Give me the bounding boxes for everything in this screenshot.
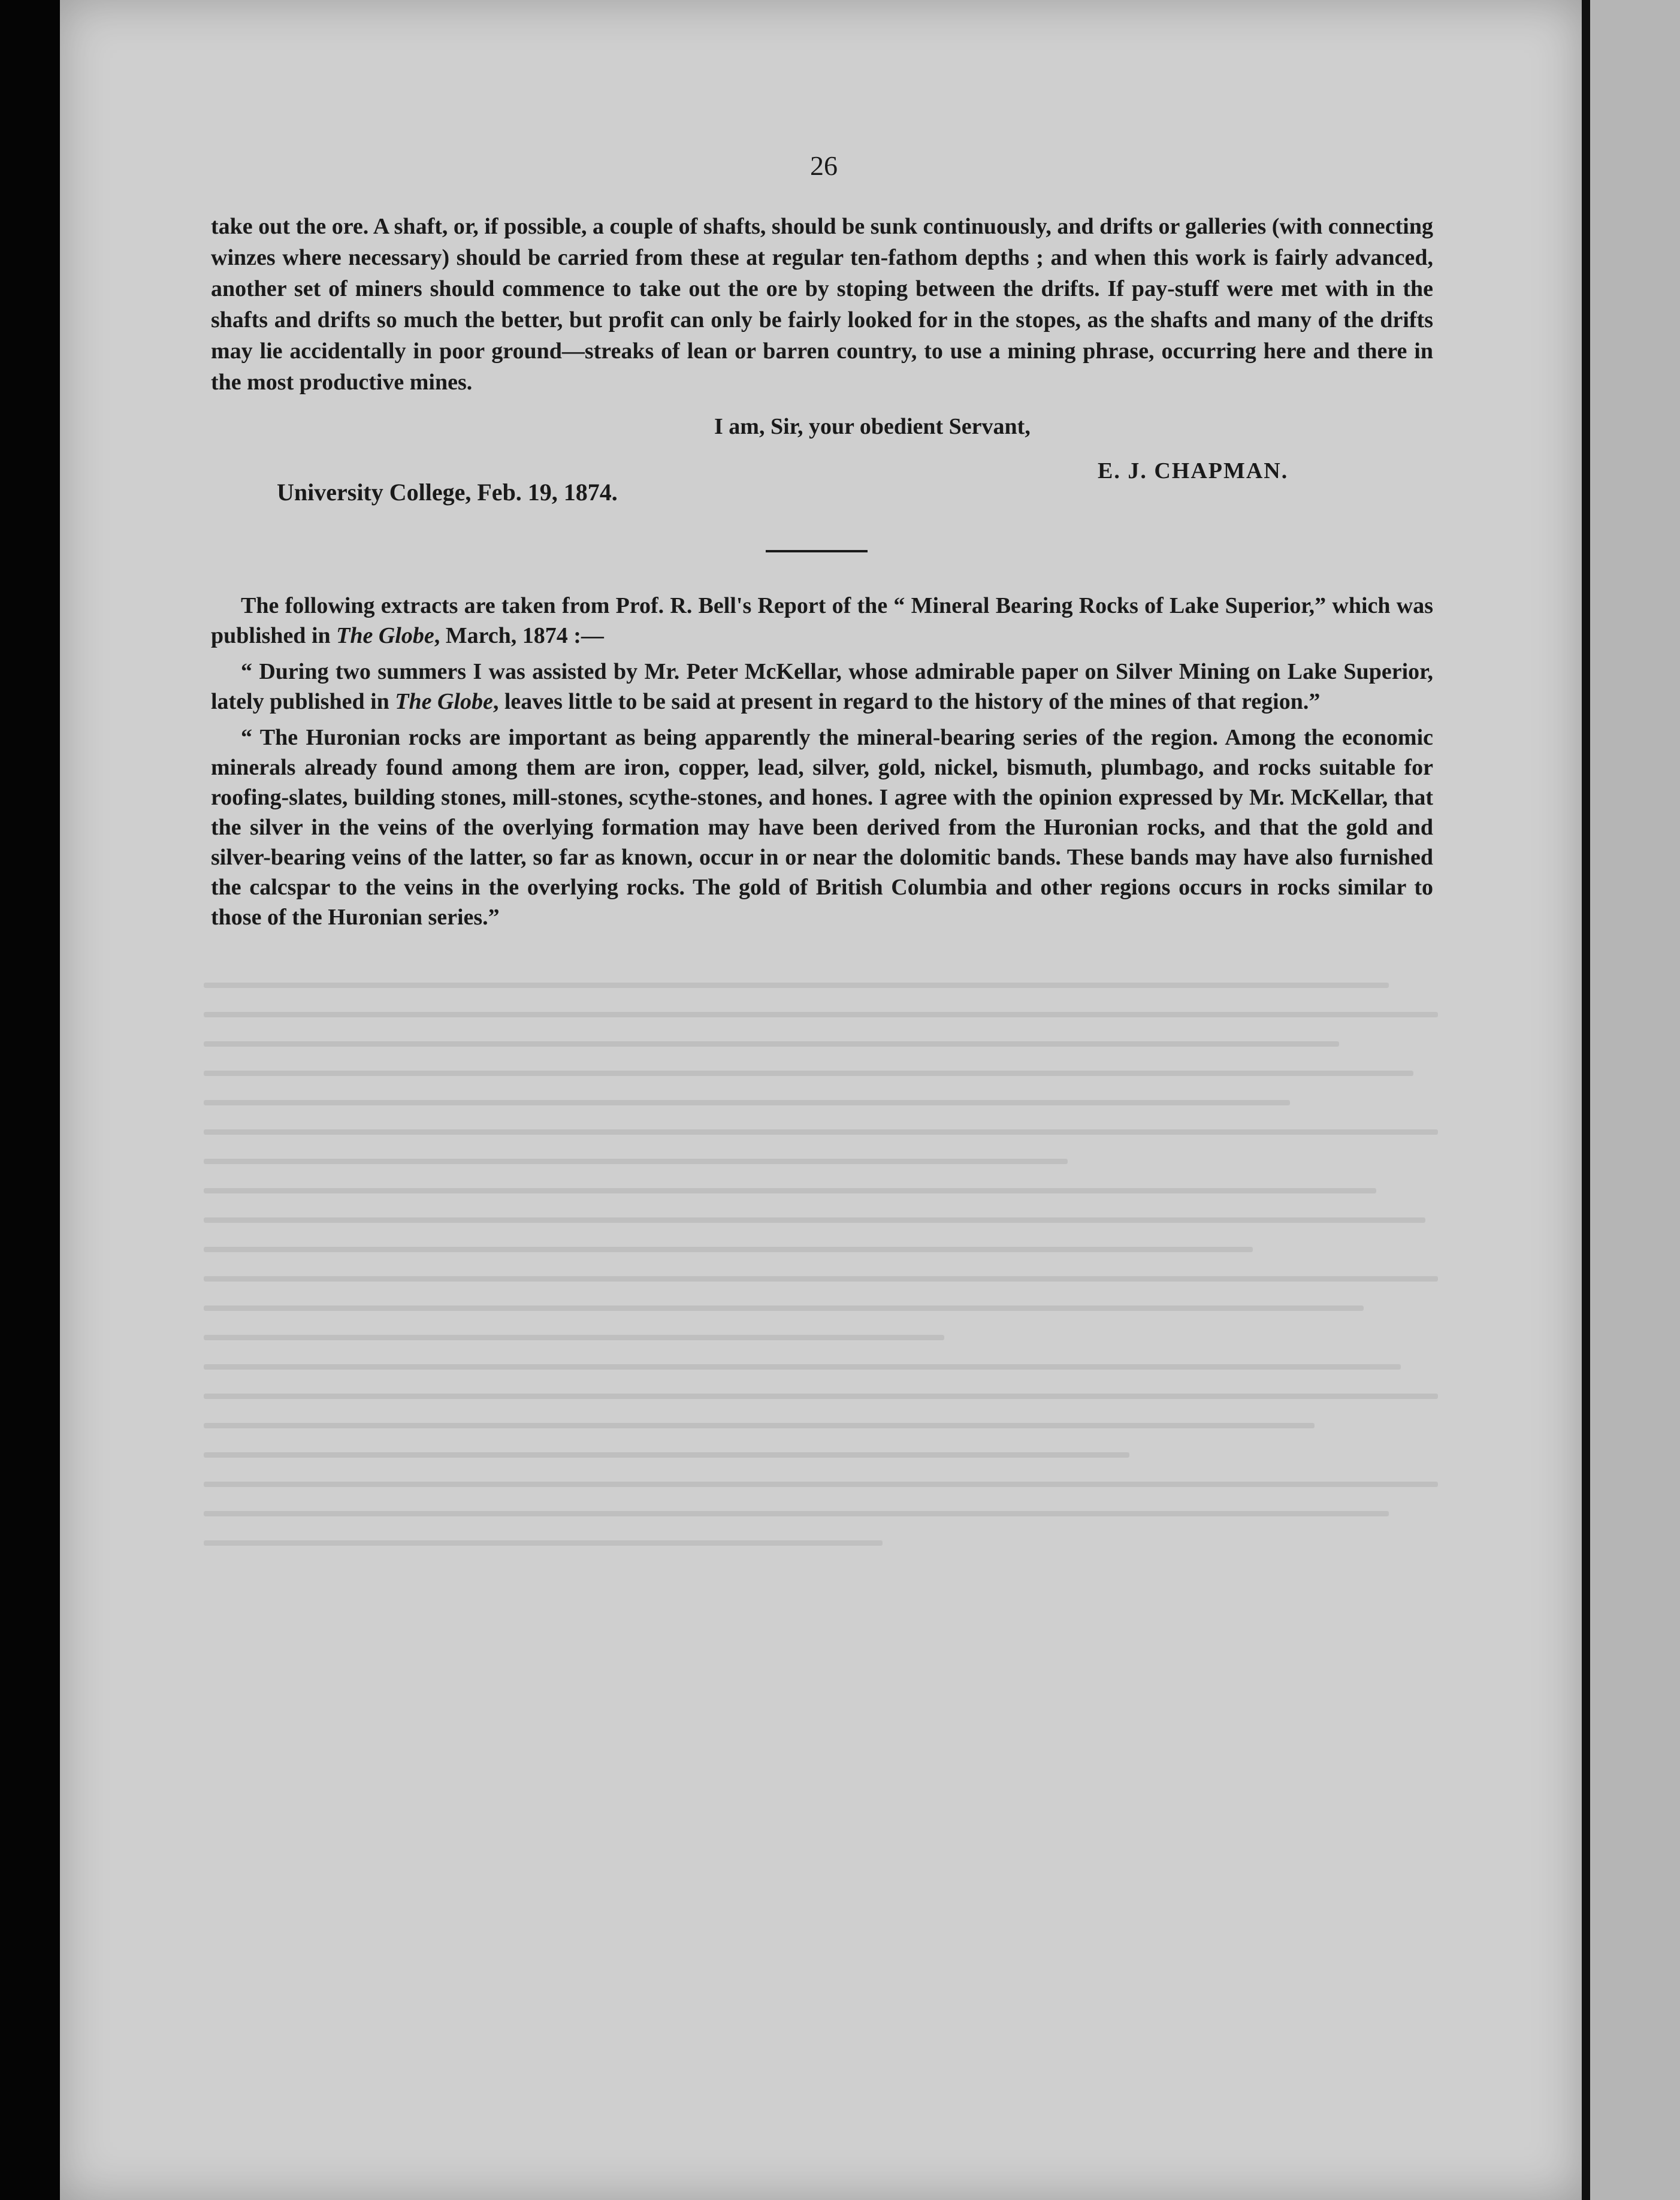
quote-1-text-end: , leaves little to be said at present in regard to the history of the mines of that region.” — [492, 689, 1321, 714]
section-divider — [766, 550, 868, 552]
letter-signoff: I am, Sir, your obedient Servant, — [714, 414, 1031, 439]
newspaper-title: The Globe — [395, 689, 493, 714]
extract-section — [211, 591, 1433, 938]
quote-paragraph-2: “ The Huronian rocks are important as being apparently the mineral-bearing series of the region. Among the economic minerals already found among them are iron, copper, lead, silver, gold, nickel, bismuth, plumbago, and rocks suitable for roofing-slates, building stones, mill-stones, scythe-stones, and hones. I agree with the opinion expressed by Mr. McKellar, that the silver in the veins of the overlying formation may have been derived from the Huronian rocks, and that the gold and silver-bearing veins of the latter, so far as known, occur in or near the dolomitic bands. These bands may have also furnished the calcspar to the veins in the overlying rocks. The gold of British Columbia and other regions occurs in rocks similar to those of the Huronian series.” — [211, 725, 1433, 930]
adjacent-page-edge — [1582, 0, 1680, 2200]
extract-intro — [211, 591, 1433, 651]
letter-signature: E. J. CHAPMAN. — [1098, 458, 1289, 483]
letter-dateline: University College, Feb. 19, 1874. — [277, 479, 618, 506]
paragraph-text: take out the ore. A shaft, or, if possible, a couple of shafts, should be sunk continuously, and drifts or galleries (with connecting winzes where necessary) should be carried from these at regular ten-fathom depths ; and when this work is fairly advanced, another set of miners should commence to take out the ore by stoping between the drifts. If pay-stuff were met with in the shafts and drifts so much the better, but profit can only be fairly looked for in the stopes, as the shafts and many of the drifts may lie accidentally in poor ground—streaks of lean or barren country, to use a mining phrase, occurring here and there in the most productive mines. — [211, 214, 1433, 395]
newspaper-title: The Globe — [336, 623, 434, 648]
quote-paragraph-1 — [211, 657, 1433, 717]
body-paragraph — [211, 211, 1433, 398]
page-number: 26 — [810, 150, 838, 181]
extract-intro-text: The following extracts are taken from Prof. R. Bell's Report of the “ Mineral Bearing Rocks of Lake Superior,” which was published in — [211, 593, 1433, 648]
bleed-through-text — [204, 983, 1438, 1941]
quote-1-text: “ During two summers I was assisted by Mr. Peter McKellar, whose admirable paper on Silver Mining on Lake Superior, lately published in — [211, 659, 1433, 714]
extract-intro-date: , March, 1874 :— — [434, 623, 604, 648]
